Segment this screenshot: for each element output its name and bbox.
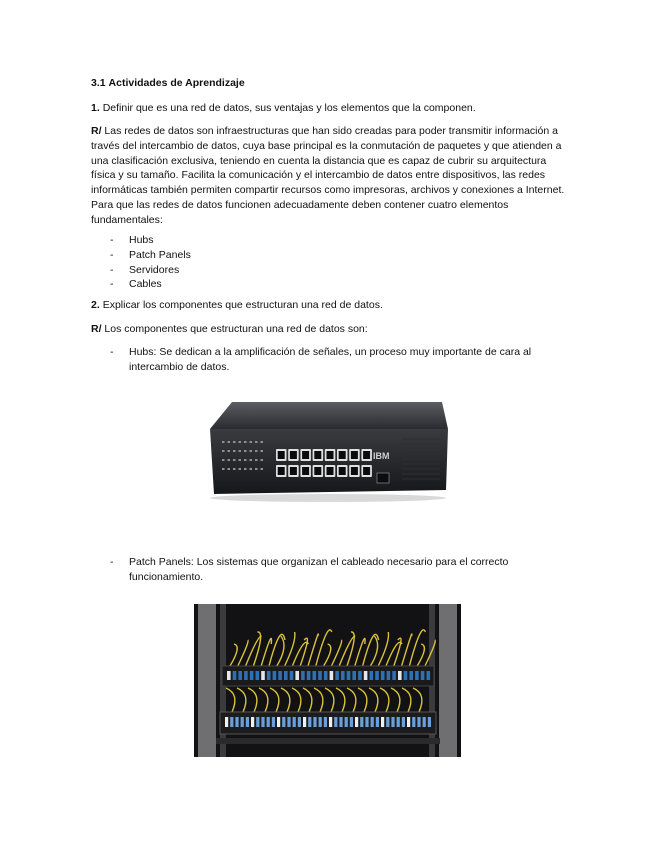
list-item [110,248,560,263]
question-1-number: 1. [91,102,100,114]
question-2-number: 2. [91,299,100,311]
bullet-dash: - [110,346,114,358]
elements-list [110,233,560,292]
question-1 [91,101,566,116]
list-item [110,233,560,248]
answer-1-text: Las redes de datos son infraestructuras que han sido creadas para poder transmitir información a través del intercambio de datos, cuya base principal es la conmutación de paquetes y que atienden a una clasificación exclusiva, teniendo en cuenta la distancia que es capaz de cubrir su arquitectura física y su tamaño. Facilita la comunicación y el intercambio de datos entre dispositivos, las redes informáticas también permiten compartir recursos como impresoras, archivos y conexiones a Internet. Para que las redes de datos funcionen adecuadamente deben contener cuatro elementos fundamentales: [91,125,565,226]
list-item-text: Servidores [129,263,180,276]
patch-panel-photo [194,604,461,757]
bullet-dash: - [110,248,114,261]
section-number: 3.1 [91,77,106,89]
hub-photo [202,397,454,507]
bullet-dash: - [110,556,114,568]
component-text: Hubs: Se dedican a la amplificación de señales, un proceso muy importante de cara al intercambio de datos. [129,346,532,373]
bullet-dash: - [110,278,114,291]
question-1-text: Definir que es una red de datos, sus ventajas y los elementos que la componen. [102,102,476,114]
component-text: Patch Panels: Los sistemas que organizan el cableado necesario para el correcto funcionamiento. [129,556,509,583]
list-item-text: Hubs [129,234,154,246]
answer-2-prefix: R/ [91,323,102,335]
section-heading [91,77,245,89]
question-2 [91,298,566,313]
answer-1 [91,124,566,228]
list-item [110,263,560,278]
answer-2 [91,322,566,337]
list-item-text: Patch Panels [129,248,191,261]
list-item-text: Cables [129,278,162,291]
brand-logo: IBM [373,451,390,461]
question-2-text: Explicar los componentes que estructuran una red de datos. [102,299,383,311]
bullet-dash: - [110,234,114,246]
answer-1-prefix: R/ [91,125,102,137]
list-item [110,277,560,292]
bullet-dash: - [110,263,114,276]
section-title: Actividades de Aprendizaje [108,77,245,89]
answer-2-text: Los componentes que estructuran una red de datos son: [104,323,368,335]
